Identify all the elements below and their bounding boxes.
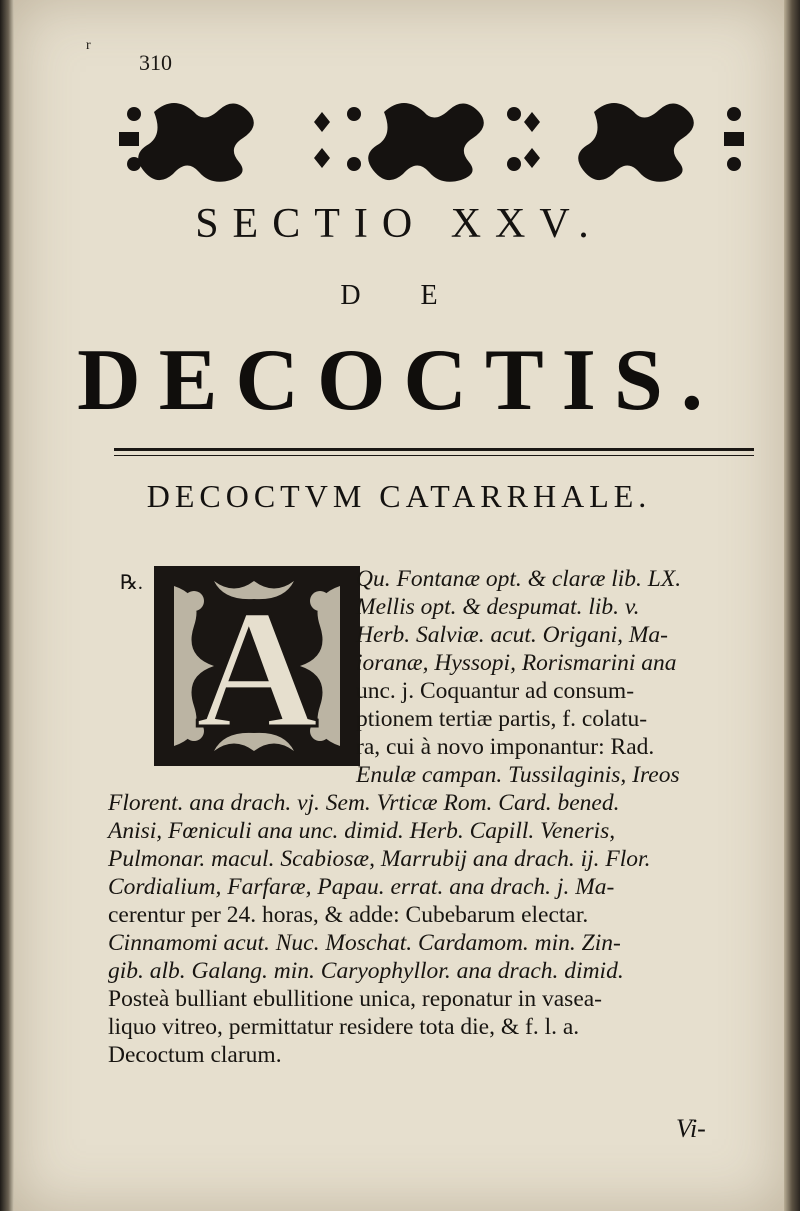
body-line-18: Decoctum clarum. <box>108 1042 282 1068</box>
body-line-8: Enulæ campan. Tussilaginis, Ireos <box>356 762 680 788</box>
margin-mark: r <box>86 38 91 53</box>
book-edge <box>784 0 800 1211</box>
decorative-headpiece <box>114 92 754 187</box>
body-line-4: ioranæ, Hyssopi, Rorismarini ana <box>356 650 677 676</box>
body-line-16: Posteà bulliant ebullitione unica, reponatur in vasea- <box>108 986 603 1012</box>
section-subject: DECOCTIS. <box>77 332 721 429</box>
page-number: 310 <box>139 50 172 75</box>
decorated-initial-a <box>154 566 360 766</box>
body-line-2: Mellis opt. & despumat. lib. v. <box>356 594 640 620</box>
body-line-14: Cinnamomi acut. Nuc. Moschat. Cardamom. min. Zin- <box>108 930 621 956</box>
divider-rule <box>114 448 754 451</box>
ornament-block-center <box>347 103 521 182</box>
body-line-11: Pulmonar. macul. Scabiosæ, Marrubij ana drach. ij. Flor. <box>108 846 651 872</box>
body-line-10: Anisi, Fœniculi ana unc. dimid. Herb. Capill. Veneris, <box>108 818 616 844</box>
catchword: Vi- <box>676 1114 706 1143</box>
book-gutter <box>0 0 14 1211</box>
initial-letter: A <box>195 575 319 763</box>
recipe-heading: DECOCTVM CATARRHALE. <box>146 478 652 514</box>
body-line-6: ptionem tertiæ partis, f. colatu- <box>356 706 648 732</box>
body-line-12: Cordialium, Farfaræ, Papau. errat. ana drach. j. Ma- <box>108 874 615 900</box>
body-line-7: ra, cui à novo imponantur: Rad. <box>356 734 655 760</box>
body-line-9: Florent. ana drach. vj. Sem. Vrticæ Rom. Card. bened. <box>108 790 620 816</box>
body-line-17: liquo vitreo, permittatur residere tota die, & f. l. a. <box>108 1014 580 1040</box>
section-de: DE <box>340 280 498 311</box>
ornament-block-left <box>119 103 254 182</box>
book-page <box>14 0 784 1211</box>
body-line-15: gib. alb. Galang. min. Caryophyllor. ana drach. dimid. <box>108 958 624 984</box>
ornament-block-right <box>578 103 744 182</box>
body-line-1: Qu. Fontanæ opt. & claræ lib. LX. <box>356 566 682 592</box>
body-line-3: Herb. Salviæ. acut. Origani, Ma- <box>356 622 668 648</box>
body-line-5: unc. j. Coquantur ad consum- <box>356 678 635 704</box>
recipe-symbol: ℞. <box>120 572 143 594</box>
section-title: SECTIO XXV. <box>195 201 603 247</box>
divider-rule-thin <box>114 455 754 456</box>
body-line-13: cerentur per 24. horas, & adde: Cubebarum electar. <box>108 902 589 928</box>
